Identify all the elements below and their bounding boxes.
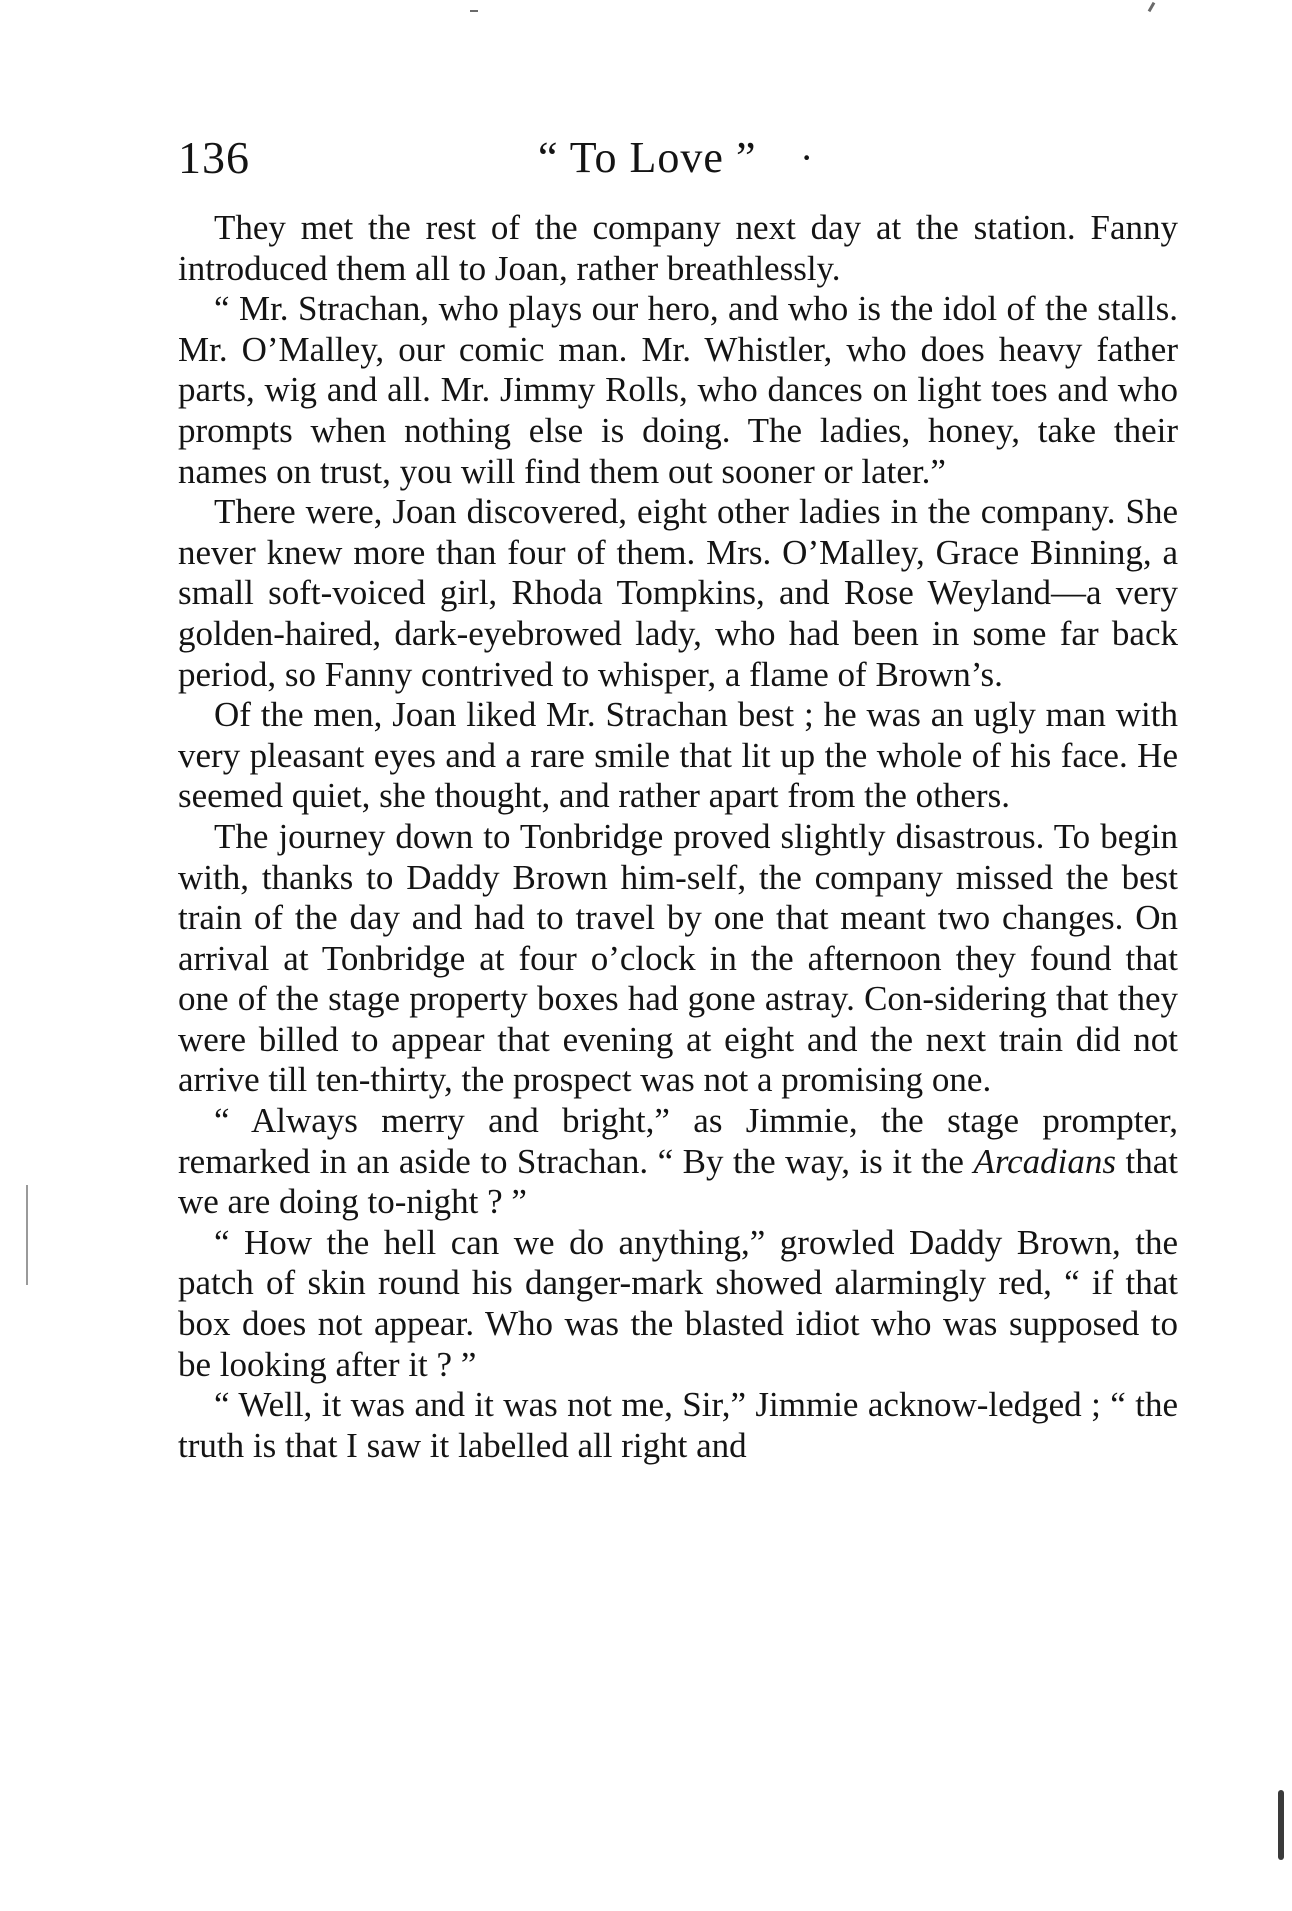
scan-mark-top [470, 10, 478, 12]
page-header [178, 128, 1178, 188]
paragraph-3: There were, Joan discovered, eight other ladies in the company. She never knew more than four of them. Mrs. O’Malley, Grace Binning, a small soft-voiced girl, Rhoda Tompkins, and Rose Weyland—a very golden-haired, dark-eyebrowed lady, who had been in some far back period, so Fanny contrived to whisper, a flame of Brown’s. [178, 492, 1178, 694]
scan-mark-top-right [1148, 2, 1156, 12]
paragraph-6 [178, 1101, 1178, 1223]
running-title: “ To Love ” [538, 133, 757, 182]
paragraph-5: The journey down to Tonbridge proved slightly disastrous. To begin with, thanks to Daddy Brown him-self, the company missed the best train of the day and had to travel by one that meant two changes. On arrival at Tonbridge at four o’clock in the afternoon they found that one of the stage property boxes had gone astray. Con-sidering that they were billed to appear that evening at eight and the next train did not arrive till ten-thirty, the prospect was not a promising one. [178, 816, 1178, 1100]
scan-mark-margin-line [26, 1185, 28, 1285]
paragraph-7: “ How the hell can we do anything,” growled Daddy Brown, the patch of skin round his danger-mark showed alarmingly red, “ if that box does not appear. Who was the blasted idiot who was supposed to be looking after it ? ” [178, 1222, 1178, 1384]
paragraph-2: “ Mr. Strachan, who plays our hero, and who is the idol of the stalls. Mr. O’Malley, our comic man. Mr. Whistler, who does heavy father parts, wig and all. Mr. Jimmy Rolls, who dances on light toes and who prompts when nothing else is doing. The ladies, honey, take their names on trust, you will find them out sooner or later.” [178, 289, 1178, 491]
page-number: 136 [178, 132, 250, 183]
paragraph-4: Of the men, Joan liked Mr. Strachan best ; he was an ugly man with very pleasant eyes and a rare smile that lit up the whole of his face. He seemed quiet, she thought, and rather apart from the others. [178, 695, 1178, 816]
body-text [178, 208, 1178, 1466]
paragraph-6-tail: that we are doing to-night ? ” [178, 1141, 1178, 1222]
italic-title: Arcadians [973, 1141, 1117, 1181]
header-ornament: · [800, 135, 814, 180]
paragraph-8: “ Well, it was and it was not me, Sir,” Jimmie acknow-ledged ; “ the truth is that I saw it labelled all right and [178, 1385, 1178, 1465]
scan-mark-bottom-right [1278, 1790, 1284, 1860]
paragraph-6-lead: “ Always merry and bright,” as Jimmie, the stage prompter, remarked in an aside to Strachan. “ By the way, is it the [178, 1101, 1178, 1181]
paragraph-1: They met the rest of the company next day at the station. Fanny introduced them all to Joan, rather breathlessly. [178, 208, 1178, 288]
